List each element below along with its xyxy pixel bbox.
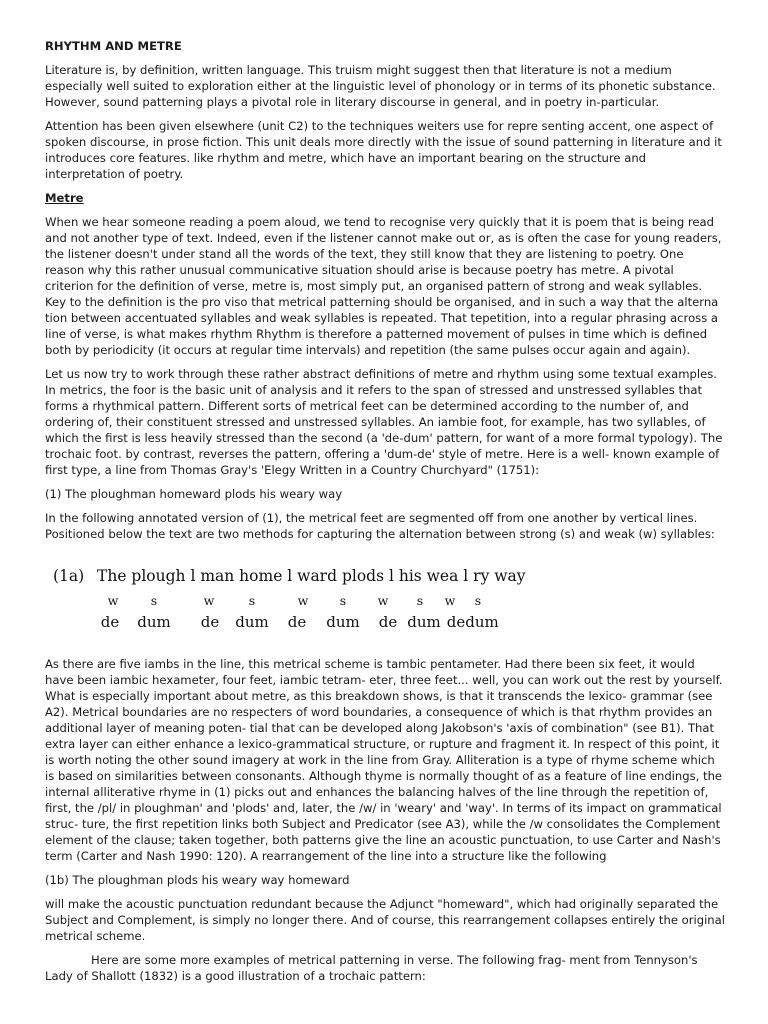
syllable-sound: de (446, 613, 466, 631)
analysis-paragraph: As there are five iambs in the line, this metrical scheme is tambic pentameter. Had there been six feet, it would have been iambic hexameter, four feet, iambic tetram- eter, three feet... well, you can work out the rest by yourself. What is especially important about metre, as this breakdown shows, is that it transcends the lexico- grammar (see A2). Metrical boundaries are no respecters of word boundaries, a consequence of which is that rhythm provides an additional layer of meaning poten- tial that can be developed along Jakobson's 'axis of combination" (see B1). That extra layer can either enhance a lexico-grammatical structure, or rupture and fragment it. In respect of this point, it is worth noting the other sound imagery at work in the line from Gray. Alliteration is a type of rhyme scheme which is based on similarities between consonants. Although thyme is normally thought of as a feature of line endings, the internal alliterative rhyme in (1) picks out and enhances the balancing halves of the line through the repetition of, first, the /pl/ in ploughman' and 'plods' and, later, the /w/ in 'weary' and 'way'. In terms of its impact on grammatical struc- ture, the first repetition links both Subject and Predicator (see A3), while the /w consolidates the Complement element of the clause; taken together, both patterns give the line an acoustic punctuation, to use Carter and Nash's term (Carter and Nash 1990: 120). A rearrangement of the line into a structure like the following (45, 657, 723, 863)
stress-mark: s (474, 593, 482, 608)
intro-paragraph-1: Literature is, by definition, written language. This truism might suggest then that literature is not a medium especially well suited to exploration either at the linguistic level of phonology or in terms of its phonetic substance. However, sound patterning plays a pivotal role in literary discourse in general, and in poetry in-particular. (45, 63, 716, 109)
rearrangement-paragraph: will make the acoustic punctuation redundant because the Adjunct "homeward", which had originally separated the Subject and Complement, is simply no longer there. And of course, this rearrangement collapses entirely the original metrical scheme. (45, 897, 725, 943)
figure-verse-line: The plough l man home l ward plods l his wea l ry way (97, 567, 526, 585)
intro-paragraph-2: Attention has been given elsewhere (unit C2) to the techniques weiters use for repre senting accent, one aspect of spoken discourse, in prose fiction. This unit deals more directly with the issue of sound patterning in literature and it introduces core features. like rhythm and metre, which have an important bearing on the structure and interpretation of poetry. (45, 119, 722, 181)
figure-label: (1a) (53, 567, 85, 585)
stress-mark: s (416, 593, 424, 608)
stress-mark: w (444, 593, 456, 608)
syllable-sound: de (378, 613, 398, 631)
section-heading-metre: Metre (45, 191, 84, 205)
stress-mark: w (377, 593, 389, 608)
syllable-sound: dum (407, 613, 441, 631)
stress-mark: w (297, 593, 309, 608)
stress-mark: s (248, 593, 256, 608)
stress-mark: s (339, 593, 347, 608)
stress-mark: s (150, 593, 158, 608)
metrical-annotation-figure (45, 556, 526, 648)
syllable-sound: dum (137, 613, 171, 631)
syllable-sound: de (200, 613, 220, 631)
stress-mark: w (203, 593, 215, 608)
closing-paragraph: Here are some more examples of metrical patterning in verse. The following frag- ment from Tennyson's Lady of Shallott (1832) is a good illustration of a trochaic pattern: (45, 953, 698, 983)
syllable-sound: dum (465, 613, 499, 631)
annotation-intro-paragraph: In the following annotated version of (1), the metrical feet are segmented off from one another by vertical lines. Positioned below the text are two methods for capturing the alternation between strong (s) and weak (w) syllables: (45, 511, 715, 541)
syllable-sound: dum (326, 613, 360, 631)
syllable-sound: dum (235, 613, 269, 631)
metre-paragraph-2: Let us now try to work through these rather abstract definitions of metre and rhythm using some textual examples. In metrics, the foor is the basic unit of analysis and it refers to the span of stressed and unstressed syllables that forms a rhythmical pattern. Different sorts of metrical feet can be determined according to the number of, and ordering of, their constituent stressed and unstressed syllables. An iambie foot, for example, has two syllables, of which the first is less heavily stressed than the second (a 'de-dum' pattern, for want of a more formal typology). The trochaic foot. by contrast, reverses the pattern, offering a 'dum-de' style of metre. Here is a well- known example of first type, a line from Thomas Gray's 'Elegy Written in a Country Churchyard" (1751): (45, 367, 723, 477)
syllable-sound: de (100, 613, 120, 631)
metre-paragraph-1: When we hear someone reading a poem aloud, we tend to recognise very quickly that it is poem that is being read and not another type of text. Indeed, even if the listener cannot make out or, as is often the case for young readers, the listener doesn't under stand all the words of the text, they still know that they are listening to poetry. One reason why this rather unusual communicative situation should arise is because poetry has metre. A pivotal criterion for the definition of verse, metre is, most simply put, an organised pattern of strong and weak syllables. Key to the definition is the pro viso that metrical patterning should be organised, and in such a way that the alterna tion between accentuated syllables and weak syllables is repeated. That tepetition, into a regular phrasing across a line of verse, is what makes rhythm Rhythm is therefore a patterned movement of pulses in time which is defined both by periodicity (it occurs at regular time intervals) and repetition (the same pulses occur again and again). (45, 215, 722, 357)
example-line-1: (1) The ploughman homeward plods his weary way (45, 487, 343, 501)
document-page (45, 38, 725, 992)
stress-mark: w (107, 593, 119, 608)
page-title: RHYTHM AND METRE (45, 39, 182, 53)
example-line-1b: (1b) The ploughman plods his weary way homeward (45, 873, 350, 887)
syllable-sound: de (287, 613, 307, 631)
